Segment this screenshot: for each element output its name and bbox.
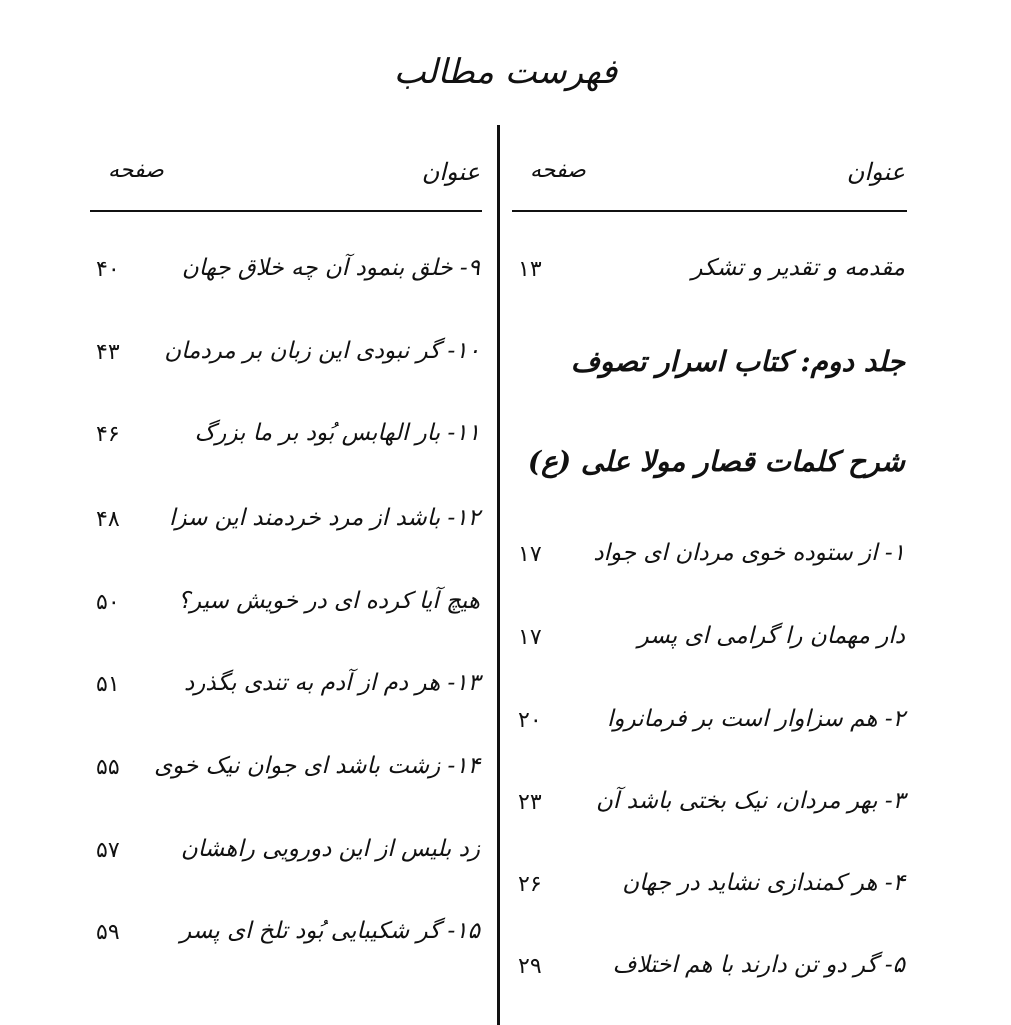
toc-entry (512, 623, 907, 663)
entry-title: زد بلیس از این دورویی راهشان (180, 836, 480, 862)
entry-page: ۱۷ (518, 625, 542, 650)
header-page-label: صفحه (108, 158, 164, 183)
header-title-label: عنوان (846, 158, 905, 186)
entry-page: ۵۹ (96, 920, 120, 945)
toc-column-right (512, 150, 907, 979)
entry-title: ۹- خلق بنمود آن چه خلاق جهان (181, 255, 480, 281)
toc-entry (90, 588, 482, 628)
column-header (512, 150, 907, 212)
entry-title: ۱- از ستوده خوی مردان ای جواد (593, 540, 905, 566)
entry-title: ۱۲- باشد از مرد خردمند این سزا (169, 505, 480, 531)
toc-entry (512, 706, 907, 746)
entry-page: ۱۳ (518, 257, 542, 282)
toc-entry (90, 255, 482, 295)
entry-title: ۱۳- هر دم از آدم به تندی بگذرد (183, 670, 480, 696)
column-header (90, 150, 482, 212)
entry-page: ۵۰ (96, 590, 120, 615)
toc-entry (512, 255, 907, 295)
entry-title: ۴- هر کمندازی نشاید در جهان (622, 870, 905, 896)
entry-title: ۲- هم سزاوار است بر فرمانروا (606, 706, 905, 732)
entry-title: ۵- گر دو تن دارند با هم اختلاف (612, 952, 905, 978)
toc-column-left (90, 150, 482, 945)
entry-title: شرح کلمات قصار مولا علی (ع) (527, 445, 905, 478)
toc-entry (90, 338, 482, 378)
toc-entry (90, 836, 482, 876)
entry-title: هیچ آیا کرده ای در خویش سیر؟ (177, 588, 480, 614)
entry-page: ۴۳ (96, 340, 120, 365)
entry-title: ۱۱- بار الهابس بُود بر ما بزرگ (194, 420, 480, 446)
toc-entry (90, 420, 482, 460)
entry-page: ۵۷ (96, 838, 120, 863)
entry-title: ۱۴- زشت باشد ای جوان نیک خوی (154, 753, 480, 779)
entry-title: ۱۰- گر نبودی این زبان بر مردمان (164, 338, 480, 364)
entry-page: ۲۰ (518, 708, 542, 733)
entry-page: ۱۷ (518, 542, 542, 567)
entry-title: جلد دوم: کتاب اسرار تصوف (570, 345, 905, 378)
toc-entry (512, 952, 907, 992)
toc-entry (90, 918, 482, 958)
entry-page: ۴۶ (96, 422, 120, 447)
toc-section (512, 445, 907, 485)
entry-page: ۲۹ (518, 954, 542, 979)
toc-entry (512, 870, 907, 910)
header-title-label: عنوان (421, 158, 480, 186)
toc-entry (512, 788, 907, 828)
toc-entry (90, 753, 482, 793)
entry-page: ۵۱ (96, 672, 120, 697)
page-title: فهرست مطالب (393, 52, 618, 92)
entry-page: ۲۳ (518, 790, 542, 815)
toc-entry (90, 670, 482, 710)
entry-title: مقدمه و تقدیر و تشکر (691, 255, 905, 281)
entry-page: ۴۸ (96, 507, 120, 532)
toc-entry (90, 505, 482, 545)
column-divider (497, 125, 500, 1025)
entry-title: ۳- بهر مردان، نیک بختی باشد آن (596, 788, 905, 814)
header-page-label: صفحه (530, 158, 586, 183)
entry-page: ۵۵ (96, 755, 120, 780)
toc-section (512, 345, 907, 385)
entry-title: دار مهمان را گرامی ای پسر (637, 623, 905, 649)
entry-page: ۴۰ (96, 257, 120, 282)
toc-entry (512, 540, 907, 580)
entry-page: ۲۶ (518, 872, 542, 897)
entry-title: ۱۵- گر شکیبایی بُود تلخ ای پسر (180, 918, 480, 944)
